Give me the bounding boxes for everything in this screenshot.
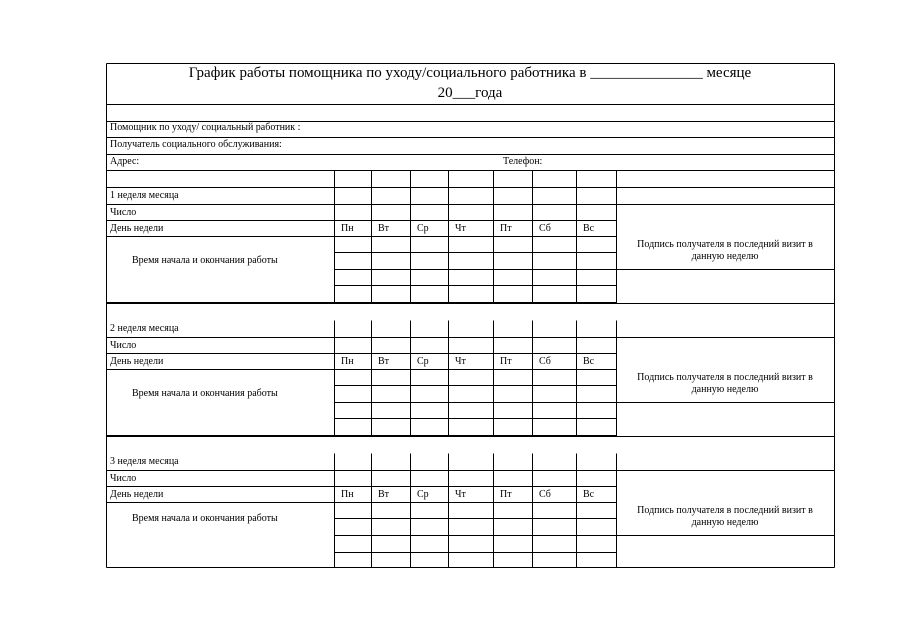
week-label: 1 неделя месяца bbox=[110, 190, 179, 201]
date-row-label: Число bbox=[110, 207, 137, 218]
weekday-cell: Ср bbox=[417, 356, 429, 367]
assistant-field-label: Помощник по уходу/ социальный работник : bbox=[110, 122, 301, 133]
form-title-line-2: 20___года bbox=[437, 85, 503, 101]
recipient-field-label: Получатель социального обслуживания: bbox=[110, 139, 282, 150]
work-time-row-label: Время начала и окончания работы bbox=[132, 513, 278, 524]
weekday-cell: Вт bbox=[378, 489, 390, 500]
weekday-cell: Вт bbox=[378, 356, 390, 367]
weekday-cell: Пн bbox=[341, 489, 354, 500]
weekday-cell: Сб bbox=[539, 223, 551, 234]
weekday-cell: Вс bbox=[583, 356, 595, 367]
weekday-cell: Сб bbox=[539, 356, 551, 367]
date-row-label: Число bbox=[110, 473, 137, 484]
week-label: 3 неделя месяца bbox=[110, 456, 179, 467]
weekday-cell: Чт bbox=[455, 489, 466, 500]
date-row-label: Число bbox=[110, 340, 137, 351]
signature-label: Подпись получателя в последний визит в данную неделю bbox=[637, 372, 813, 395]
weekday-cell: Пт bbox=[500, 223, 512, 234]
weekday-cell: Пт bbox=[500, 356, 512, 367]
form-title-line-1: График работы помощника по уходу/социального работника в _______________ месяце bbox=[188, 65, 752, 81]
weekday-cell: Чт bbox=[455, 356, 466, 367]
weekday-cell: Пт bbox=[500, 489, 512, 500]
weekday-row-label: День недели bbox=[110, 356, 164, 367]
weekday-cell: Вс bbox=[583, 223, 595, 234]
weekday-cell: Пн bbox=[341, 223, 354, 234]
weekday-cell: Вт bbox=[378, 223, 390, 234]
weekday-cell: Пн bbox=[341, 356, 354, 367]
signature-label: Подпись получателя в последний визит в данную неделю bbox=[637, 239, 813, 262]
weekday-cell: Ср bbox=[417, 489, 429, 500]
weekday-cell: Ср bbox=[417, 223, 429, 234]
weekday-cell: Чт bbox=[455, 223, 466, 234]
address-field-label: Адрес: bbox=[110, 156, 140, 167]
week-label: 2 неделя месяца bbox=[110, 323, 179, 334]
signature-label: Подпись получателя в последний визит в данную неделю bbox=[637, 505, 813, 528]
weekday-cell: Вс bbox=[583, 489, 595, 500]
work-time-row-label: Время начала и окончания работы bbox=[132, 388, 278, 399]
weekday-cell: Сб bbox=[539, 489, 551, 500]
weekday-row-label: День недели bbox=[110, 489, 164, 500]
work-time-row-label: Время начала и окончания работы bbox=[132, 255, 278, 266]
phone-field-label: Телефон: bbox=[503, 156, 543, 167]
weekday-row-label: День недели bbox=[110, 223, 164, 234]
